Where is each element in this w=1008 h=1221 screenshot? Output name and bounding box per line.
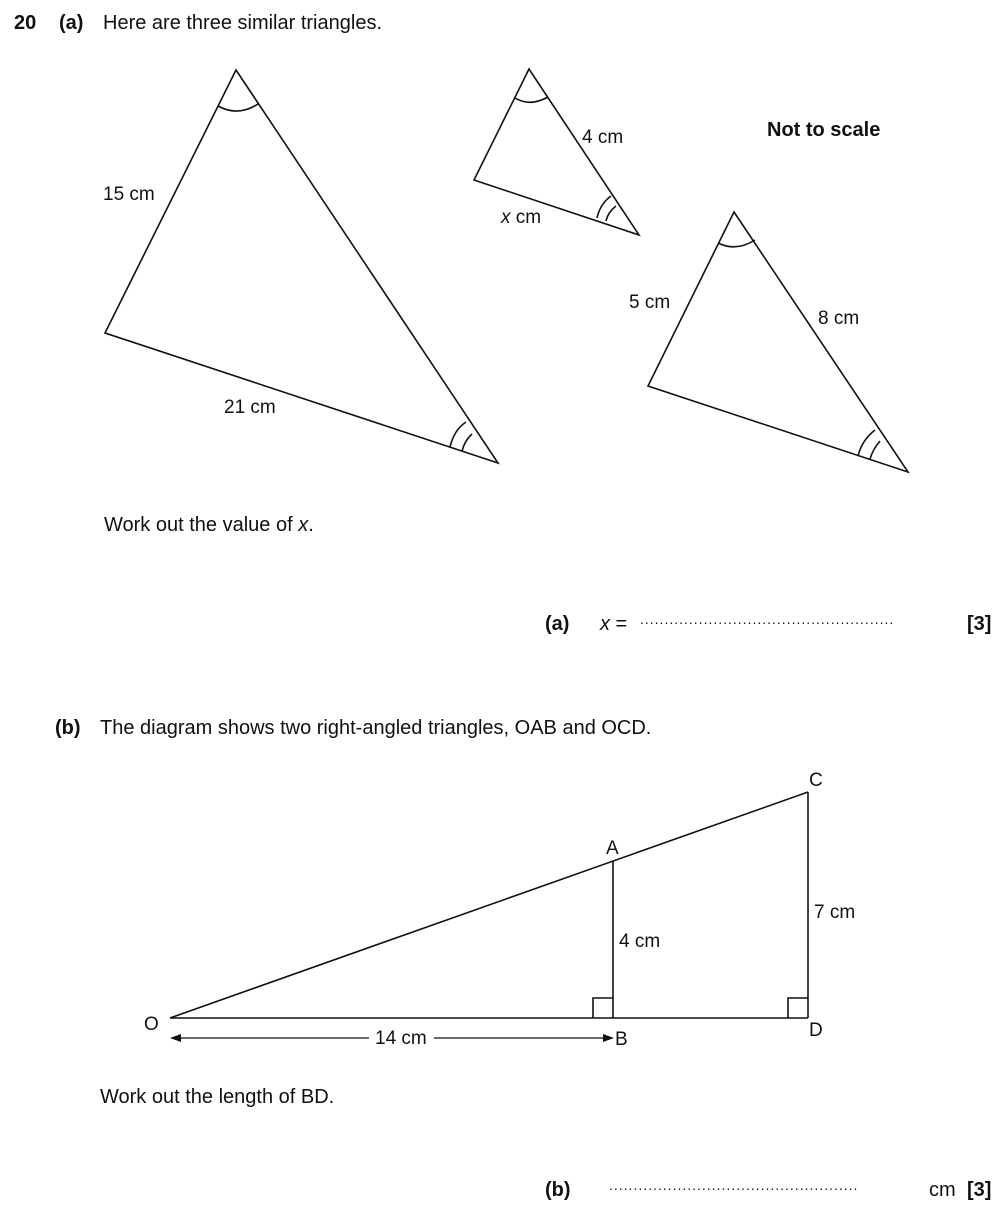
mid-triangle-angle-arc [718, 240, 755, 247]
part-b-intro: The diagram shows two right-angled triangles, OAB and OCD. [100, 717, 652, 739]
big-triangle-angle-arc [218, 104, 258, 111]
length-CD-label: 7 cm [814, 902, 856, 923]
part-a-answer-eq [600, 613, 627, 636]
part-a-label: (a) [59, 12, 84, 34]
ob-arrow-left-head [170, 1034, 181, 1042]
part-a-answer-label: (a) [545, 613, 570, 635]
right-angle-B [593, 998, 613, 1018]
mid-triangle-right-label: 8 cm [818, 308, 860, 329]
part-a-answer-var: x [600, 613, 610, 635]
small-triangle-right-label: 4 cm [582, 127, 624, 148]
part-a-intro: Here are three similar triangles. [103, 12, 382, 34]
part-a-instruction-end: . [308, 514, 314, 536]
part-b-answer-label: (b) [545, 1179, 571, 1201]
length-AB-label: 4 cm [619, 931, 661, 952]
big-triangle-base-label: 21 cm [224, 397, 276, 418]
ob-arrow-right-head [603, 1034, 614, 1042]
mid-triangle-left-label: 5 cm [629, 292, 671, 313]
small-triangle-base-label [500, 207, 541, 228]
point-A-label: A [606, 838, 619, 859]
big-triangle-left-label: 15 cm [103, 184, 155, 205]
length-OB-label: 14 cm [375, 1028, 427, 1049]
small-triangle-var: x [501, 207, 511, 228]
part-a-instruction [104, 514, 314, 537]
part-b-instruction: Work out the length of BD. [100, 1086, 335, 1108]
line-OC [170, 792, 808, 1018]
mid-triangle [648, 212, 908, 472]
big-triangle [105, 70, 498, 463]
big-triangle-double-arc-outer [450, 422, 466, 447]
small-triangle [474, 69, 639, 235]
mid-triangle-double-arc-inner [870, 441, 880, 459]
part-a-answer-eq-sign: = [610, 613, 628, 635]
point-O-label: O [144, 1014, 159, 1035]
big-triangle-double-arc-inner [462, 434, 472, 451]
part-a-instruction-var: x [298, 514, 309, 536]
part-a-marks: [3] [967, 613, 992, 635]
part-b-marks: [3] [967, 1179, 992, 1201]
small-triangle-angle-arc [515, 97, 548, 102]
part-b-label: (b) [55, 717, 81, 739]
right-angle-D [788, 998, 808, 1018]
point-D-label: D [809, 1020, 823, 1041]
not-to-scale-note: Not to scale [767, 119, 881, 141]
small-triangle-unit: cm [510, 207, 542, 228]
part-a-instruction-text: Work out the value of [104, 514, 299, 536]
part-b-answer-field[interactable]: ................................................... [609, 1177, 859, 1193]
point-C-label: C [809, 770, 823, 791]
right-angled-triangles-diagram [170, 792, 808, 1038]
point-B-label: B [615, 1029, 628, 1050]
small-triangle-double-arc-inner [606, 206, 616, 221]
part-b-answer-unit: cm [929, 1179, 956, 1201]
question-number: 20 [14, 12, 37, 34]
part-a-answer-field[interactable]: .................................................... [640, 611, 895, 627]
